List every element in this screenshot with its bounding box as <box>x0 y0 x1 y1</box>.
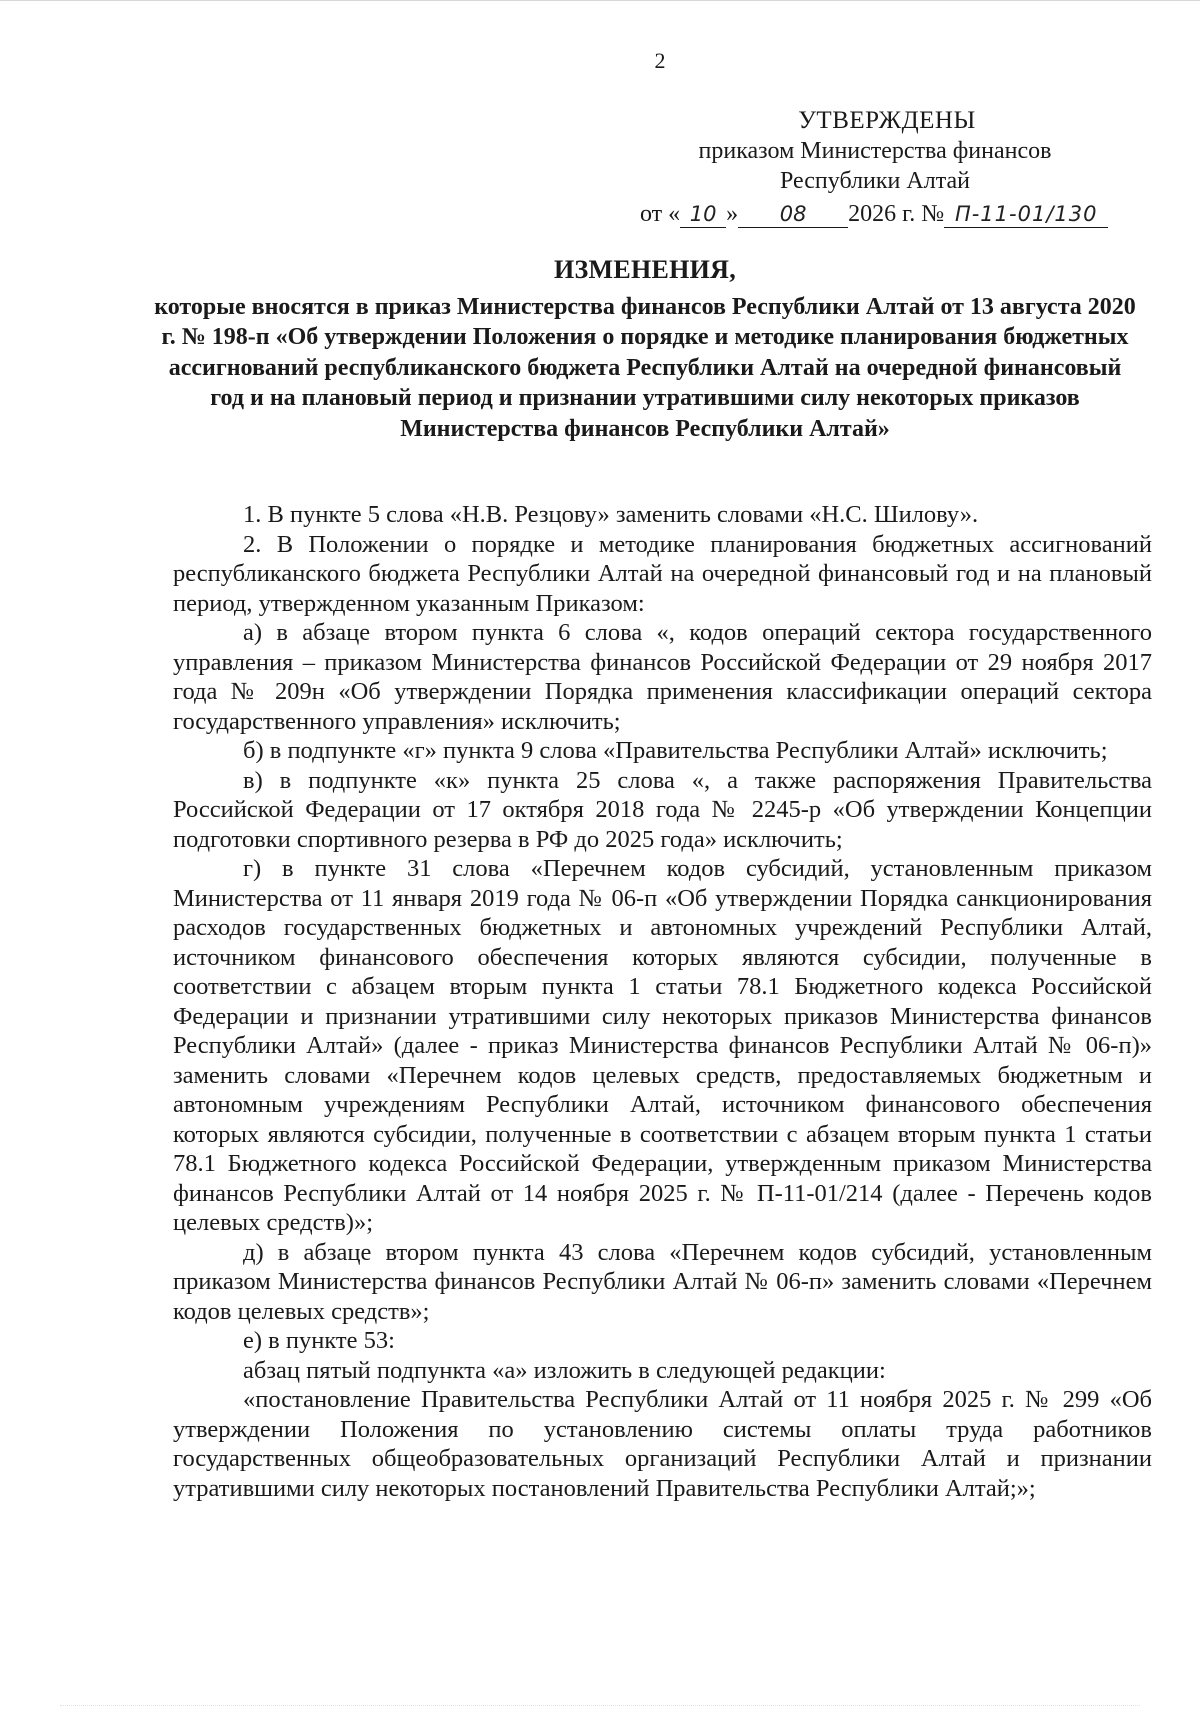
document-heading <box>150 255 1140 444</box>
paragraph-2: 2. В Положении о порядке и методике планирования бюджетных ассигнований республиканского бюджета Республики Алтай на очередной финансовый год и на плановый период, утвержденном указанным Приказом: <box>173 530 1152 617</box>
handwritten-month: 08 <box>738 201 848 228</box>
paragraph-2d: д) в абзаце втором пункта 43 слова «Перечнем кодов субсидий, установленным приказом Министерства финансов Республики Алтай № 06-п» заменить словами «Перечнем кодов целевых средств»; <box>173 1238 1152 1325</box>
paragraph-2e: е) в пункте 53: <box>243 1327 395 1354</box>
approval-line-republic: Республики Алтай <box>780 168 970 194</box>
heading-subtitle: которые вносятся в приказ Министерства финансов Республики Алтай от 13 августа 2020 г. № 198-п «Об утверждении Положения о порядке и методике планирования бюджетных ассигнований республиканского бюджета Республики Алтай на очередной финансовый год и на плановый период и признании утратившими силу некоторых приказов Министерства финансов Республики Алтай» <box>154 293 1136 442</box>
paragraph-2g: г) в пункте 31 слова «Перечнем кодов субсидий, установленным приказом Министерства от 11 января 2019 года № 06-п «Об утверждении Порядка санкционирования расходов государственных бюджетных и автономных учреждений Республики Алтай, источником финансового обеспечения которых являются субсидии, полученные в соответствии с абзацем вторым пункта 1 статьи 78.1 Бюджетного кодекса Российской Федерации и признании утратившими силу некоторых приказов Министерства финансов Республики Алтай» (далее - приказ Министерства финансов Республики Алтай № 06-п)» заменить словами «Перечнем кодов целевых средств, предоставляемых бюджетным и автономным учреждениям Республики Алтай, источником финансового обеспечения которых являются субсидии, полученные в соответствии с абзацем вторым пункта 1 статьи 78.1 Бюджетного кодекса Российской Федерации, утвержденным приказом Министерства финансов Республики Алтай от 14 ноября 2025 г. № П-11-01/214 (далее - Перечень кодов целевых средств)»; <box>173 855 1152 1236</box>
paragraph-2e-quote: «постановление Правительства Республики Алтай от 11 ноября 2025 г. № 299 «Об утверждении Положения по установлению системы оплаты труда работников государственных общеобразовательных организаций Республики Алтай и признании утратившими силу некоторых постановлений Правительства Республики Алтай;»; <box>173 1386 1152 1502</box>
paragraph-2b: б) в подпункте «г» пункта 9 слова «Правительства Республики Алтай» исключить; <box>243 737 1108 764</box>
order-date-prefix: от « <box>640 201 681 227</box>
handwritten-day: 10 <box>680 201 726 228</box>
paragraph-2v: в) в подпункте «к» пункта 25 слова «, а также распоряжения Правительства Российской Федерации от 17 октября 2018 года № 2245-р «Об утверждении Концепции подготовки спортивного резерва в РФ до 2025 года» исключить; <box>173 766 1152 853</box>
paragraph-2a: а) в абзаце втором пункта 6 слова «, кодов операций сектора государственного управления – приказом Министерства финансов Российской Федерации от 29 ноября 2017 года № 209н «Об утверждении Порядка применения классификации операций сектора государственного управления» исключить; <box>173 619 1152 735</box>
page-number: 2 <box>654 48 666 73</box>
approval-line-ministry: приказом Министерства финансов <box>698 138 1052 164</box>
heading-title: ИЗМЕНЕНИЯ, <box>553 255 737 284</box>
paragraph-1: 1. В пункте 5 слова «Н.В. Резцову» заменить словами «Н.С. Шилову». <box>243 501 979 528</box>
order-date-line <box>640 199 1110 229</box>
approval-block <box>640 106 1110 229</box>
page-top-edge <box>0 0 1200 7</box>
order-date-quote-close: » <box>726 201 739 227</box>
page-bottom-edge <box>60 1703 1140 1706</box>
approval-title: УТВЕРЖДЕНЫ <box>798 107 976 134</box>
handwritten-order-number: П-11-01/130 <box>944 201 1108 228</box>
order-year: 2026 г. № <box>848 201 945 227</box>
paragraph-2e-sub: абзац пятый подпункта «а» изложить в следующей редакции: <box>243 1356 886 1384</box>
document-body <box>173 500 1152 1503</box>
